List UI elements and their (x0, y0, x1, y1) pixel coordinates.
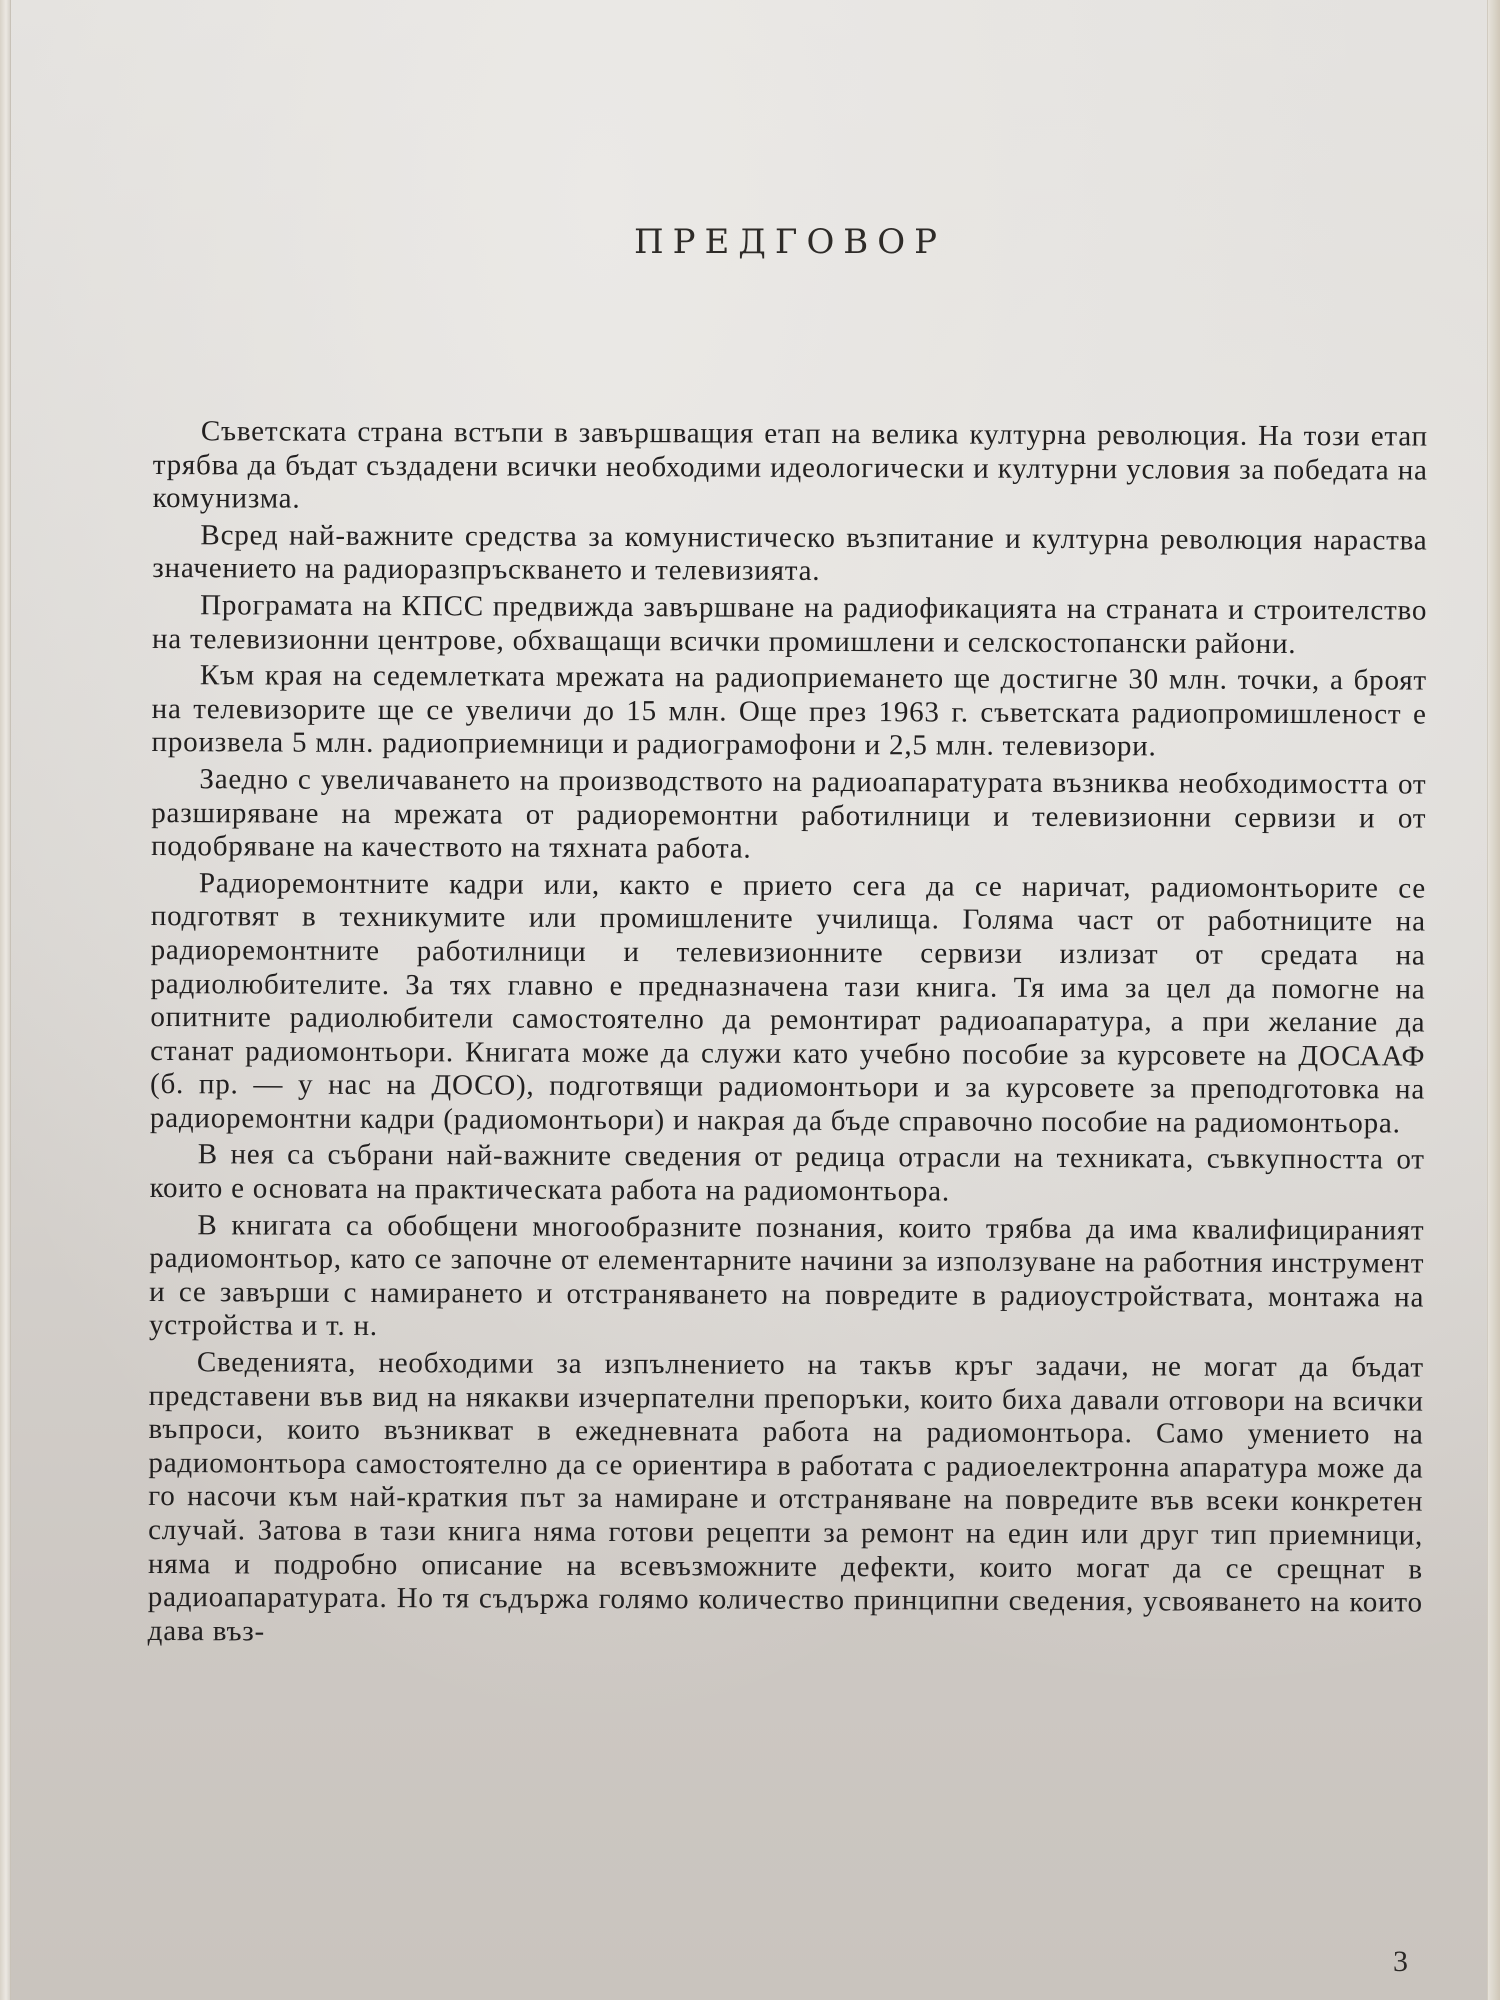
paragraph: Сведенията, необходими за изпълнението на такъв кръг задачи, не могат да бъдат представени във вид на някакви изчерпателни препоръки, които биха давали отговори на всички въпроси, които възникват в ежедневната работа на радиомонтьора. Само умението на радиомонтьора самостоятелно да се ориентира в работата с радиоелектронна апаратура може да го насочи към най-краткия път за намиране и отстраняване на повредите във всеки конкретен случай. Затова в тази книга няма готови рецепти за ремонт на един или друг тип приемници, няма и подробно описание на всевъзможните дефекти, които могат да се срещнат в радиоапаратурата. Но тя съдържа голямо количество принципни сведения, усвояването на които дава въз- (147, 1346, 1424, 1648)
paragraph: Заедно с увеличаването на производството на радиоапаратурата възниква необходимостта от разширяване на мрежата от радиоремонтни работилници и телевизионни сервизи и от подобряване на качеството на тяхната работа. (151, 763, 1427, 865)
paragraph: В книгата са обобщени многообразните познания, които трябва да има квалифицираният радиомонтьор, като се започне от елементарните начини за използуване на работния инструмент и се завърши с намирането и отстраняването на повредите в радиоустройствата, монтажа на устройства и т. н. (148, 1208, 1425, 1343)
paragraph: Съветската страна встъпи в завършващия етап на велика културна революция. На този етап трябва да бъдат създадени всички необходими идеологически и културни условия за победата на комунизма. (152, 415, 1428, 515)
chapter-title: ПРЕДГОВОР (633, 222, 947, 262)
paragraph: В нея са събрани най-важните сведения от редица отрасли на техниката, съвкупността от които е основата на практическата работа на радиомонтьора. (149, 1138, 1425, 1208)
paragraph: Програмата на КПСС предвижда завършване на радиофикацията на страната и строителство на телевизионни центрове, обхващащи всички промишлени и селскостопански райони. (151, 589, 1428, 660)
body-text (148, 415, 1428, 1657)
paragraph: Всред най-важните средства за комунистическо възпитание и културна революция нараства значението на радиоразпръскването и телевизията. (152, 518, 1428, 588)
page-right-edge (1487, 0, 1500, 2000)
page-number: 3 (1393, 1945, 1408, 1978)
page-binding-edge (0, 0, 11, 2000)
paragraph: Радиоремонтните кадри или, както е прието сега да се наричат, радиомонтьорите се подготвят в техникумите или промишлените училища. Голяма част от работниците на радиоремонтните работилници и телевизионните сервизи излизат от средата на радиолюбителите. За тях главно е предназначена тази книга. Тя има за цел да помогне на опитните радиолюбители самостоятелно да ремонтират радиоапаратура, а при желание да станат радиомонтьори. Книгата може да служи като учебно пособие за курсовете на ДОСААФ (б. пр. — у нас на ДОСО), подготвящи радиомонтьори и за курсовете за преподготовка на радиоремонтни кадри (радиомонтьори) и накрая да бъде справочно пособие на радиомонтьора. (149, 866, 1427, 1140)
paragraph: Към края на седемлетката мрежата на радиоприемането ще достигне 30 млн. точки, а броят на телевизорите ще се увеличи до 15 млн. Още през 1963 г. съветската радиопромишленост е произвела 5 млн. радиоприемници и радиограмофони и 2,5 млн. телевизори. (151, 659, 1427, 763)
